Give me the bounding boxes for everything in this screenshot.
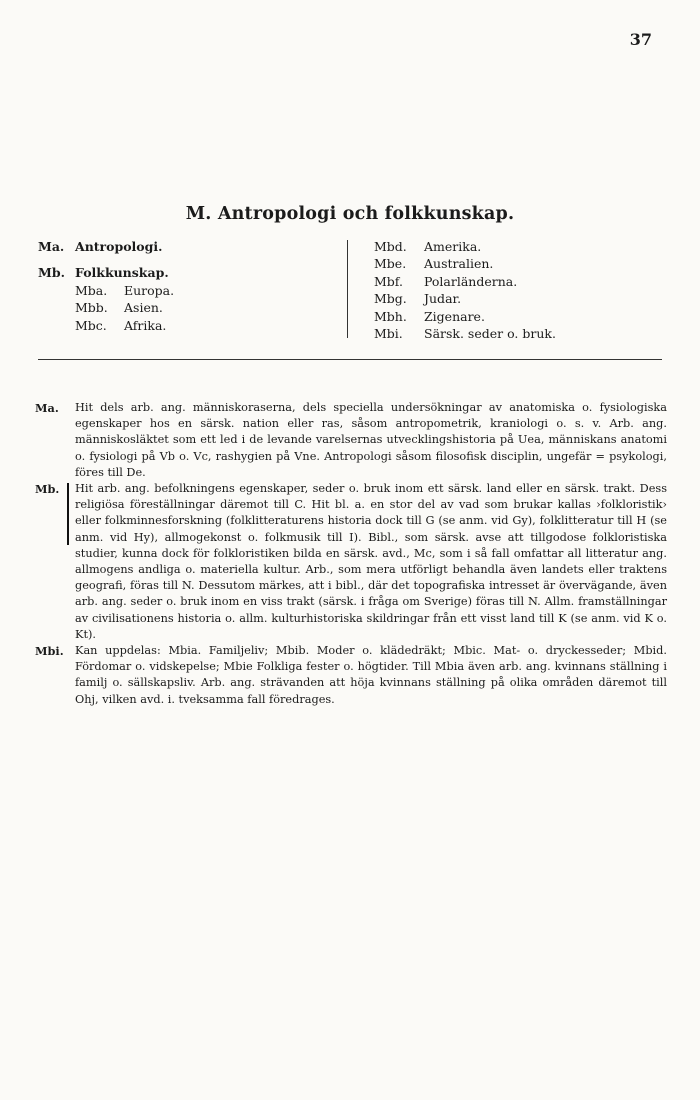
note-code: Ma. — [35, 401, 59, 415]
note-text: Hit dels arb. ang. människoraserna, dels speciella undersökningar av anatomiska o. fysiologiska egenskaper hos en särsk. nation eller ras, såsom antropometrik, kraniologi o. s. v. Arb. ang. människosläktet som ett led i de levande varelsernas utvecklingshistoria på Uea, människans anatomi o. fysiologi på Vb o. Vc, rashygien på Vne. Antropologi såsom filosofisk disciplin, ungefär = psykologi, föres till De. — [75, 401, 667, 479]
contents-item — [374, 238, 664, 255]
page-number: 37 — [629, 30, 652, 49]
note-text: Kan uppdelas: Mbia. Familjeliv; Mbib. Moder o. klädedräkt; Mbic. Mat- o. dryckesseder; Mbid. Fördomar o. vidskepelse; Mbie Folkliga fester o. högtider. Till Mbia även arb. ang. kvinnans ställning i familj o. sällskapsliv. Arb. ang. strävanden att höja kvinnans ställning på olika områden däremot till Ohj, vilken avd. i. tveksamma fall föredrages. — [75, 644, 667, 706]
contents-label: Europa. — [124, 282, 175, 298]
contents-item — [374, 273, 664, 290]
contents-left-column — [38, 238, 338, 334]
contents-code: Mbi. — [374, 326, 403, 342]
contents-code: Mba. — [75, 282, 108, 298]
contents-label: Australien. — [424, 256, 494, 272]
contents-item — [374, 308, 664, 325]
note-code: Mbi. — [35, 644, 64, 659]
note-code: Mb. — [35, 482, 60, 497]
contents-code: Mbd. — [374, 239, 407, 254]
note-text: Hit arb. ang. befolkningens egenskaper, seder o. bruk inom ett särsk. land eller en särsk. trakt. Dess religiösa föreställningar däremot till C. Hit bl. a. en stor del av vad som brukar kallas ›folkloristik› eller folkminnesforskning (folklitteraturens historia dock till G (se anm. vid Gy), folklitteratur till H (se anm. vid Hy), allmogekonst o. folkmusik till I). Bibl., som särsk. avse att tillgodose folkloristiska studier, kunna dock för folkloristiken bilda en särsk. avd., Mc, som i så fall omfattar all litteratur ang. allmogens andliga o. materiella kultur. Arb., som mera utförligt behandla även landets eller traktens geografi, föras till N. Dessutom märkes, att i bibl., där det topografiska intresset är övervägande, även arb. ang. seder o. bruk inom en viss trakt (särsk. i fråga om Sverige) föras till N. Allm. framställningar av civilisationens historia o. allm. kulturhistoriska skildringar från ett visst land till K (se anm. vid K o. Kt). — [75, 482, 667, 641]
contents-label: Polarländerna. — [424, 273, 518, 289]
contents-label: Amerika. — [424, 239, 482, 254]
contents-code: Mbe. — [374, 256, 407, 272]
contents-label: Judar. — [424, 291, 462, 307]
contents-label: Folkkunskap. — [75, 265, 169, 281]
section-title: M. Antropologi och folkkunskap. — [185, 204, 515, 224]
contents-code: Ma. — [38, 239, 65, 254]
contents-item — [374, 325, 664, 342]
horizontal-rule — [38, 359, 662, 360]
contents-item — [38, 317, 338, 334]
contents-item — [38, 238, 338, 255]
contents-item — [374, 290, 664, 307]
contents-code: Mbg. — [374, 291, 407, 307]
contents-item — [374, 255, 664, 272]
section-contents — [38, 238, 662, 340]
contents-label: Asien. — [124, 300, 163, 316]
contents-label: Afrika. — [124, 317, 167, 333]
contents-code: Mbf. — [374, 273, 403, 289]
contents-item — [38, 282, 338, 299]
contents-label: Zigenare. — [424, 308, 485, 324]
contents-label: Särsk. seder o. bruk. — [424, 326, 556, 342]
note-entry — [35, 481, 667, 643]
contents-code: Mbc. — [75, 317, 107, 333]
contents-right-column — [374, 238, 664, 342]
contents-code: Mbb. — [75, 300, 108, 316]
contents-item — [38, 299, 338, 316]
note-entry — [35, 643, 667, 708]
contents-item — [38, 264, 338, 281]
contents-code: Mb. — [38, 265, 65, 281]
contents-label: Antropologi. — [75, 239, 163, 254]
margin-bar — [67, 483, 69, 545]
column-divider — [347, 240, 348, 338]
classification-notes — [35, 400, 667, 708]
note-entry — [35, 400, 667, 481]
contents-code: Mbh. — [374, 308, 407, 324]
